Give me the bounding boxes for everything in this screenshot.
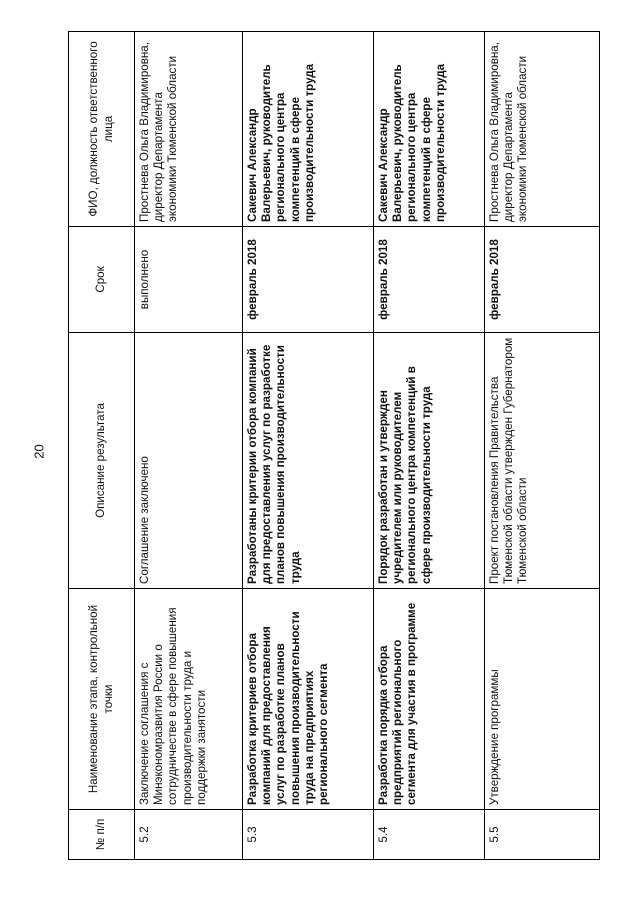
row-result: Соглашение заключено (135, 333, 243, 589)
row-person: Сакевич Александр Валерьевич, руководитель регионального центра компетенций в сфере производительности труда (243, 32, 374, 227)
control-points-table (68, 31, 600, 860)
page-number: 20 (31, 444, 47, 459)
table-row (374, 32, 485, 860)
row-stage: Разработка порядка отбора предприятий регионального сегмента для участия в программе (374, 589, 485, 810)
row-term: февраль 2018 (374, 227, 485, 333)
row-stage: Утверждение программы (485, 589, 600, 810)
row-num: 5.5 (485, 810, 600, 860)
row-result: Порядок разработан и утвержден учредителем или руководителем регионального центра компетенций в сфере производительности труда (374, 333, 485, 589)
header-term: Срок (69, 227, 135, 333)
row-result: Разработаны критерии отбора компаний для предоставления услуг по разработке планов повышения производительности труда (243, 333, 374, 589)
row-num: 5.3 (243, 810, 374, 860)
header-result: Описание результата (69, 333, 135, 589)
table-row (243, 32, 374, 860)
row-num: 5.2 (135, 810, 243, 860)
header-stage: Наименование этапа, контрольной точки (69, 589, 135, 810)
row-person: Сакевич Александр Валерьевич, руководитель регионального центра компетенций в сфере производительности труда (374, 32, 485, 227)
row-term: выполнено (135, 227, 243, 333)
table-header-row (69, 32, 135, 860)
header-person: ФИО, должность ответственного лица (69, 32, 135, 227)
row-num: 5.4 (374, 810, 485, 860)
rotated-table-wrapper (68, 32, 599, 860)
row-stage: Заключение соглашения с Минэкономразвития России о сотрудничестве в сфере повышения производительности труда и поддержки занятости (135, 589, 243, 810)
table-row (135, 32, 243, 860)
row-person: Простнева Ольга Владимировна, директор Департамента экономики Тюменской области (135, 32, 243, 227)
row-person: Простнева Ольга Владимировна, директор Департамента экономики Тюменской области (485, 32, 600, 227)
header-num: № п/п (69, 810, 135, 860)
table-row (485, 32, 600, 860)
row-term: февраль 2018 (243, 227, 374, 333)
row-term: февраль 2018 (485, 227, 600, 333)
row-stage: Разработка критериев отбора компаний для предоставления услуг по разработке планов повышения производительности труда на предприятиях регионального сегмента (243, 589, 374, 810)
row-result: Проект постановления Правительства Тюменской области утвержден Губернатором Тюменской области (485, 333, 600, 589)
